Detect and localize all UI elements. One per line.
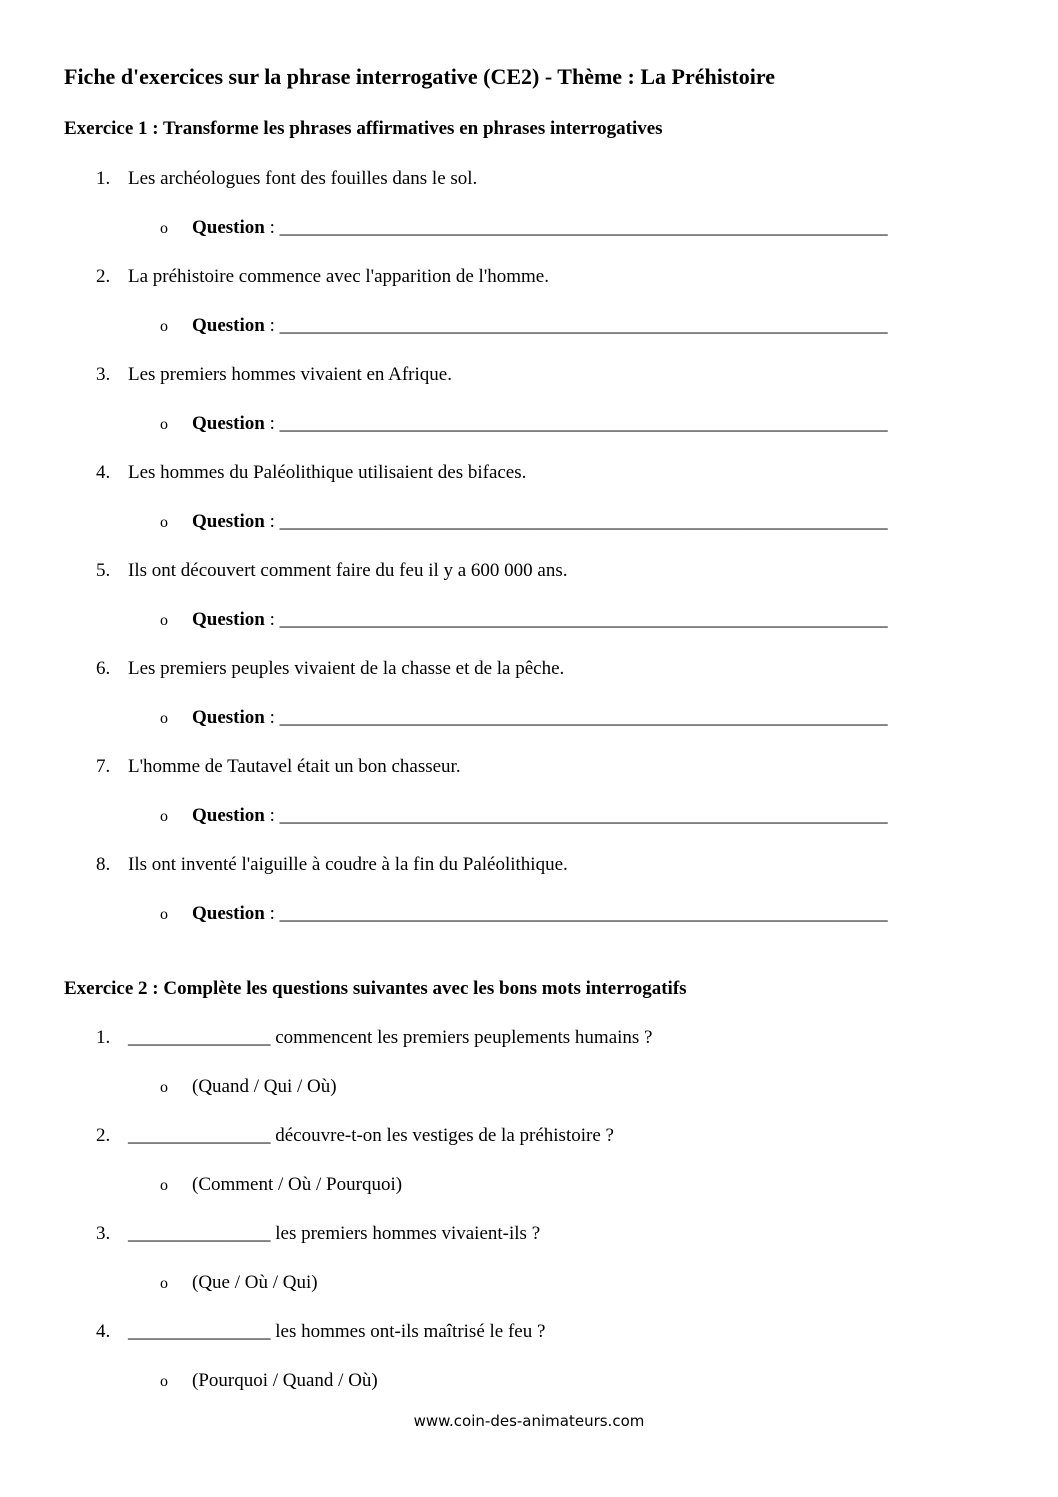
ex2-options-4 xyxy=(160,1370,378,1392)
question-separator: : xyxy=(264,511,280,532)
item-sentence: les premiers hommes vivaient-ils ? xyxy=(275,1223,541,1244)
ex2-item-2 xyxy=(96,1125,614,1147)
question-separator: : xyxy=(264,805,280,826)
ex2-item-1 xyxy=(96,1027,653,1049)
ex1-question-7 xyxy=(160,805,888,827)
blank-line[interactable]: _______________ xyxy=(128,1027,271,1048)
question-label: Question xyxy=(192,805,265,826)
item-number: 3. xyxy=(96,1223,111,1244)
bullet-icon: o xyxy=(160,612,168,629)
ex1-item-5 xyxy=(96,560,568,582)
question-separator: : xyxy=(264,707,280,728)
ex1-question-1 xyxy=(160,217,888,239)
bullet-icon: o xyxy=(160,1275,168,1292)
ex1-question-2 xyxy=(160,315,888,337)
item-sentence: Ils ont découvert comment faire du feu il y a 600 000 ans. xyxy=(128,560,568,581)
question-label: Question xyxy=(192,707,265,728)
item-sentence: L'homme de Tautavel était un bon chasseur. xyxy=(128,756,461,777)
ex1-question-6 xyxy=(160,707,888,729)
options-text: (Pourquoi / Quand / Où) xyxy=(192,1370,378,1391)
exercise2-heading: Exercice 2 : Complète les questions suivantes avec les bons mots interrogatifs xyxy=(64,978,687,999)
blank-line[interactable]: _______________ xyxy=(128,1321,271,1342)
exercise1-heading: Exercice 1 : Transforme les phrases affirmatives en phrases interrogatives xyxy=(64,118,663,139)
question-separator: : xyxy=(264,903,280,924)
bullet-icon: o xyxy=(160,318,168,335)
item-sentence: La préhistoire commence avec l'apparition de l'homme. xyxy=(128,266,549,287)
ex1-item-1 xyxy=(96,168,477,190)
item-number: 5. xyxy=(96,560,111,581)
bullet-icon: o xyxy=(160,906,168,923)
ex2-options-1 xyxy=(160,1076,337,1098)
bullet-icon: o xyxy=(160,416,168,433)
answer-line[interactable]: ________________________________________________________________ xyxy=(279,805,888,826)
item-number: 3. xyxy=(96,364,111,385)
question-label: Question xyxy=(192,609,265,630)
options-text: (Quand / Qui / Où) xyxy=(192,1076,337,1097)
item-sentence: les hommes ont-ils maîtrisé le feu ? xyxy=(275,1321,546,1342)
item-sentence: Les hommes du Paléolithique utilisaient des bifaces. xyxy=(128,462,527,483)
bullet-icon: o xyxy=(160,1177,168,1194)
blank-line[interactable]: _______________ xyxy=(128,1223,271,1244)
item-sentence: Ils ont inventé l'aiguille à coudre à la fin du Paléolithique. xyxy=(128,854,568,875)
ex1-item-2 xyxy=(96,266,549,288)
ex2-item-3 xyxy=(96,1223,540,1245)
item-sentence: Les premiers peuples vivaient de la chasse et de la pêche. xyxy=(128,658,565,679)
item-number: 8. xyxy=(96,854,111,875)
item-number: 6. xyxy=(96,658,111,679)
item-number: 7. xyxy=(96,756,111,777)
ex1-question-5 xyxy=(160,609,888,631)
page-title: Fiche d'exercices sur la phrase interrogative (CE2) - Thème : La Préhistoire xyxy=(64,64,775,89)
question-label: Question xyxy=(192,315,265,336)
answer-line[interactable]: ________________________________________________________________ xyxy=(279,413,888,434)
answer-line[interactable]: ________________________________________________________________ xyxy=(279,903,888,924)
item-number: 4. xyxy=(96,1321,111,1342)
ex2-options-2 xyxy=(160,1174,402,1196)
bullet-icon: o xyxy=(160,710,168,727)
answer-line[interactable]: ________________________________________________________________ xyxy=(279,315,888,336)
bullet-icon: o xyxy=(160,808,168,825)
item-sentence: Les premiers hommes vivaient en Afrique. xyxy=(128,364,452,385)
ex1-question-8 xyxy=(160,903,888,925)
ex1-item-8 xyxy=(96,854,568,876)
ex1-item-3 xyxy=(96,364,452,386)
options-text: (Comment / Où / Pourquoi) xyxy=(192,1174,403,1195)
question-label: Question xyxy=(192,413,265,434)
blank-line[interactable]: _______________ xyxy=(128,1125,271,1146)
item-sentence: Les archéologues font des fouilles dans le sol. xyxy=(128,168,478,189)
question-separator: : xyxy=(264,315,280,336)
ex1-question-3 xyxy=(160,413,888,435)
question-separator: : xyxy=(264,609,280,630)
bullet-icon: o xyxy=(160,1373,168,1390)
ex1-item-4 xyxy=(96,462,526,484)
bullet-icon: o xyxy=(160,514,168,531)
ex2-options-3 xyxy=(160,1272,318,1294)
item-number: 1. xyxy=(96,168,111,189)
question-separator: : xyxy=(264,217,280,238)
answer-line[interactable]: ________________________________________________________________ xyxy=(279,609,888,630)
ex1-item-7 xyxy=(96,756,461,778)
footer-url: www.coin-des-animateurs.com xyxy=(413,1412,645,1430)
item-sentence: commencent les premiers peuplements humains ? xyxy=(275,1027,653,1048)
answer-line[interactable]: ________________________________________________________________ xyxy=(279,217,888,238)
question-label: Question xyxy=(192,511,265,532)
item-number: 1. xyxy=(96,1027,111,1048)
item-sentence: découvre-t-on les vestiges de la préhistoire ? xyxy=(275,1125,614,1146)
answer-line[interactable]: ________________________________________________________________ xyxy=(279,511,888,532)
options-text: (Que / Où / Qui) xyxy=(192,1272,318,1293)
question-label: Question xyxy=(192,217,265,238)
question-separator: : xyxy=(264,413,280,434)
bullet-icon: o xyxy=(160,220,168,237)
answer-line[interactable]: ________________________________________________________________ xyxy=(279,707,888,728)
item-number: 2. xyxy=(96,266,111,287)
item-number: 2. xyxy=(96,1125,111,1146)
ex1-item-6 xyxy=(96,658,564,680)
item-number: 4. xyxy=(96,462,111,483)
bullet-icon: o xyxy=(160,1079,168,1096)
ex1-question-4 xyxy=(160,511,888,533)
ex2-item-4 xyxy=(96,1321,545,1343)
question-label: Question xyxy=(192,903,265,924)
